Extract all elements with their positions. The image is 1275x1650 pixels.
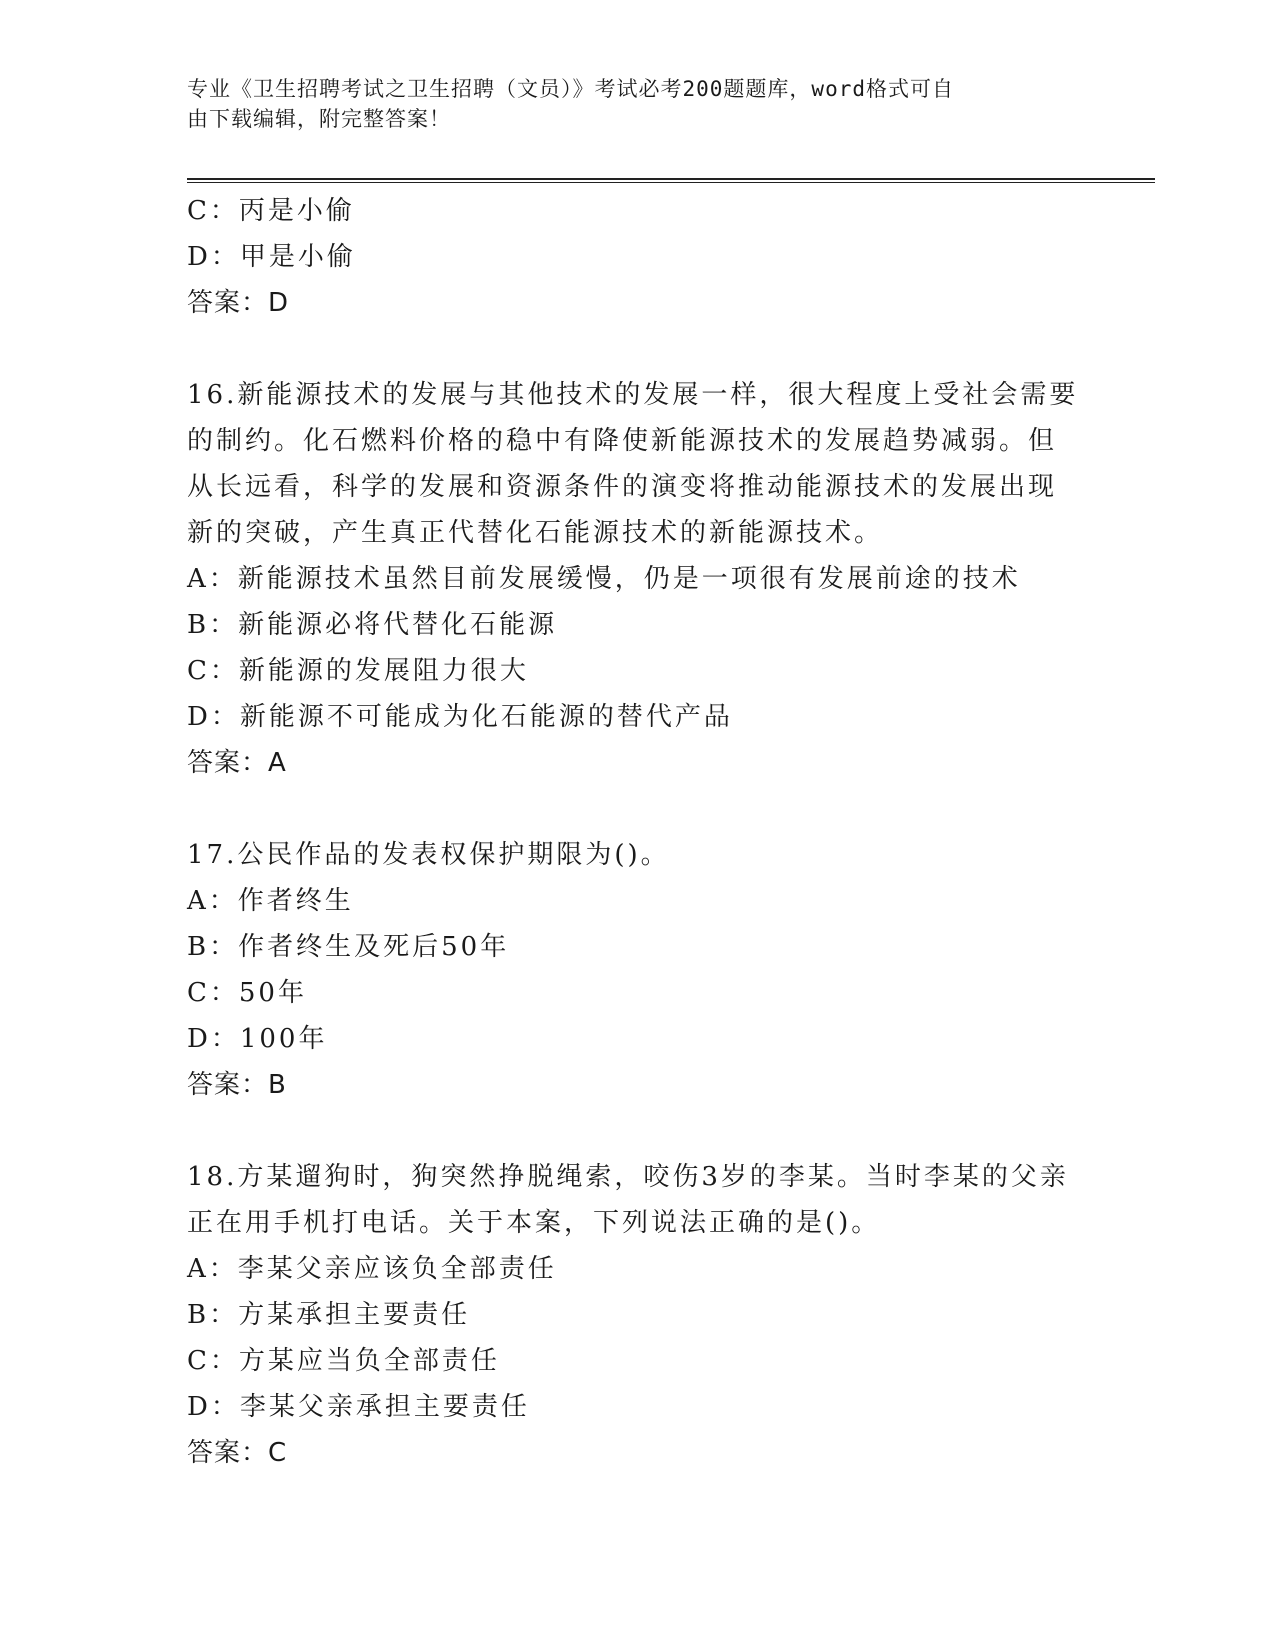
question-block-16 (187, 372, 1087, 786)
question-stem-line: 的制约。化石燃料价格的稳中有降使新能源技术的发展趋势减弱。但 (187, 426, 1058, 456)
option-a: A：新能源技术虽然目前发展缓慢，仍是一项很有发展前途的技术 (187, 564, 1021, 594)
spacer (187, 1108, 1087, 1154)
question-block-18 (187, 1154, 1087, 1476)
header-line-2: 由下载编辑，附完整答案！ (187, 107, 451, 131)
option-c: C：丙是小偷 (187, 196, 355, 226)
question-stem-line: 从长远看，科学的发展和资源条件的演变将推动能源技术的发展出现 (187, 472, 1058, 502)
question-stem-line: 17.公民作品的发表权保护期限为()。 (187, 840, 670, 870)
option-c: C：方某应当负全部责任 (187, 1346, 500, 1376)
answer-line: 答案：A (187, 748, 287, 778)
option-c: C：50年 (187, 978, 307, 1008)
option-b: B：新能源必将代替化石能源 (187, 610, 558, 640)
header-line-1: 专业《卫生招聘考试之卫生招聘（文员）》考试必考200题题库，word格式可自 (187, 77, 954, 101)
option-d: D：100年 (187, 1024, 328, 1054)
header-divider (187, 178, 1155, 183)
question-block-15 (187, 188, 1087, 326)
question-stem-line: 18.方某遛狗时，狗突然挣脱绳索，咬伤3岁的李某。当时李某的父亲 (187, 1162, 1069, 1192)
document-header (187, 74, 1067, 134)
question-stem-line: 新的突破，产生真正代替化石能源技术的新能源技术。 (187, 518, 884, 548)
answer-line: 答案：B (187, 1070, 287, 1100)
option-d: D：新能源不可能成为化石能源的替代产品 (187, 702, 733, 732)
option-b: B：方某承担主要责任 (187, 1300, 471, 1330)
question-list (187, 188, 1087, 1476)
option-d: D：李某父亲承担主要责任 (187, 1392, 530, 1422)
answer-line: 答案：C (187, 1438, 288, 1468)
option-d: D：甲是小偷 (187, 242, 356, 272)
answer-line: 答案：D (187, 288, 290, 318)
option-c: C：新能源的发展阻力很大 (187, 656, 529, 686)
question-block-17 (187, 832, 1087, 1108)
option-a: A：作者终生 (187, 886, 354, 916)
spacer (187, 786, 1087, 832)
question-stem-line: 正在用手机打电话。关于本案，下列说法正确的是()。 (187, 1208, 881, 1238)
spacer (187, 326, 1087, 372)
option-a: A：李某父亲应该负全部责任 (187, 1254, 557, 1284)
option-b: B：作者终生及死后50年 (187, 932, 510, 962)
question-stem-line: 16.新能源技术的发展与其他技术的发展一样，很大程度上受社会需要 (187, 380, 1079, 410)
